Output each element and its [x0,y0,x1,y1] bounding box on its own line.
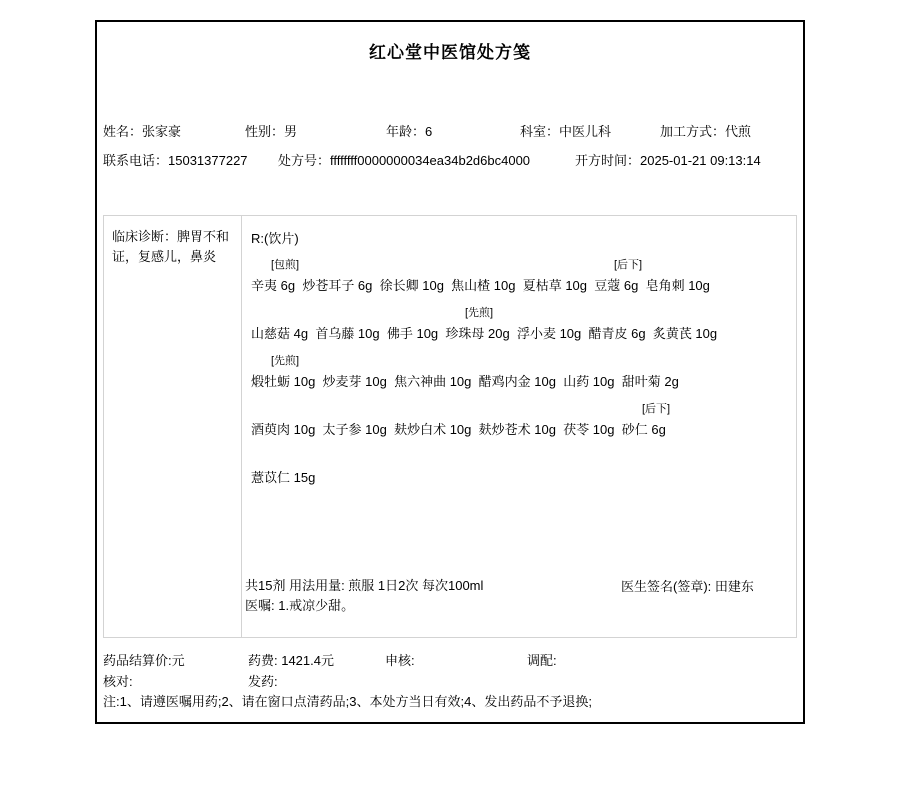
medicine-item: 辛夷 6g [251,278,296,293]
medicine-item: 炒苍耳子 6g [302,278,373,293]
medicine-item: 炙黄芪 10g [652,326,718,341]
medicine-line [251,419,666,438]
patient-info-field: 加工方式：代煎 [660,124,752,139]
medicine-item: 首乌藤 10g [315,326,380,341]
medicine-item: 酒萸肉 10g [251,422,316,437]
diagnosis-text: 临床诊断：脾胃不和证，复感儿，鼻炎 [112,229,230,264]
usage-line: 共15剂 用法用量: 煎服 1日2次 每次100ml [245,578,484,593]
medicine-item: 茯苓 10g [563,422,615,437]
medicine-line [251,323,717,342]
patient-info-row-2 [97,150,803,168]
medicine-item: 皂角刺 10g [645,278,710,293]
medicine-item: 夏枯草 10g [522,278,588,293]
medicine-item: 山慈菇 4g [251,326,309,341]
patient-info-field: 性别：男 [245,124,298,139]
medicine-item: 徐长卿 10g [379,278,444,293]
patient-info-field: 开方时间：2025-01-21 09:13:14 [575,153,761,168]
footer-field: 药费: 1421.4元 [248,653,334,668]
medicine-item: 焦六神曲 10g [394,374,472,389]
medicine-item: 豆蔻 6g [594,278,639,293]
doctor-signature: 医生签名(签章): 田建东 [621,579,754,594]
medicine-item: 薏苡仁 15g [251,470,316,485]
decoction-annotation: [后下] [614,259,643,271]
medicine-item: 炒麦芽 10g [322,374,387,389]
patient-info-field: 年龄：6 [386,124,433,139]
medicine-item: 浮小麦 10g [516,326,582,341]
medicine-item: 醋鸡内金 10g [478,374,556,389]
medicine-line [251,371,679,390]
footer-field: 申核: [385,653,415,668]
decoction-annotation: [先煎] [465,307,494,319]
prescription-body [103,215,797,638]
medicine-item: 焦山楂 10g [451,278,516,293]
medicine-item: 甜叶菊 2g [621,374,679,389]
patient-info-field: 科室：中医儿科 [520,124,612,139]
medicine-item: 山药 10g [563,374,615,389]
decoction-annotation: [包煎] [271,259,300,271]
medicine-item: 太子参 10g [322,422,387,437]
medicine-item: 麸炒苍术 10g [478,422,556,437]
patient-info-field: 联系电话：15031377227 [103,153,248,168]
prescription-sheet [95,20,805,724]
medicine-line [251,275,710,294]
medicine-item: 珍珠母 20g [445,326,510,341]
medicine-line [251,467,315,486]
medicine-item: 醋青皮 6g [588,326,646,341]
footer-field: 发药: [248,674,278,689]
medicine-item: 麸炒白术 10g [394,422,472,437]
page-title: 红心堂中医馆处方笺 [369,43,531,62]
doctor-advice-line: 医嘱: 1.戒凉少甜。 [245,598,355,613]
footer-field: 核对: [103,674,133,689]
patient-info-field: 姓名：张家豪 [103,124,182,139]
medicine-item: 砂仁 6g [621,422,666,437]
footer-row-1 [97,650,803,668]
usage-block [245,576,483,616]
decoction-annotation: [后下] [642,403,671,415]
medicine-column [242,216,796,637]
patient-info-field: 处方号：ffffffff0000000034ea34b2d6bc4000 [278,153,531,168]
patient-info-row-1 [97,121,803,139]
rx-header: R:(饮片) [251,231,299,246]
decoction-annotation: [先煎] [271,355,300,367]
footer-field: 调配: [527,653,557,668]
clinical-diagnosis [104,216,242,637]
medicine-item: 佛手 10g [386,326,439,341]
medicine-item: 煅牡蛎 10g [251,374,316,389]
footer-row-2 [97,671,803,689]
footer-note: 注:1、请遵医嘱用药;2、请在窗口点清药品;3、本处方当日有效;4、发出药品不予退换; [103,694,592,709]
footer-field: 药品结算价:元 [103,653,185,668]
